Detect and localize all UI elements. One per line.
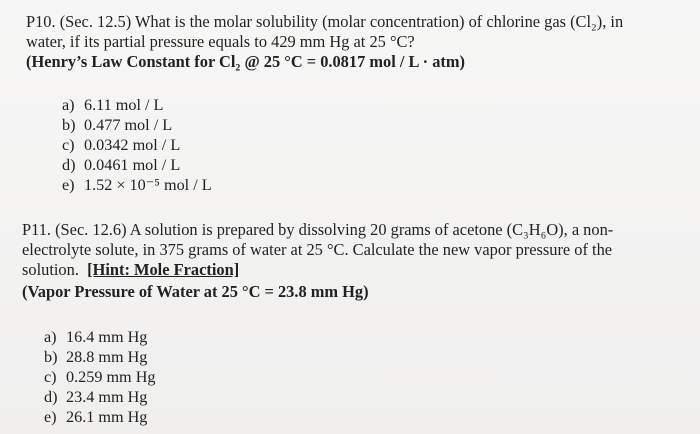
p11-choice-c <box>44 368 155 387</box>
p10-choice-e <box>62 176 212 195</box>
p10-choice-c <box>62 136 180 155</box>
choice-text: 28.8 mm Hg <box>66 348 148 366</box>
p11-hint <box>87 260 239 279</box>
choice-letter: b) <box>44 348 58 366</box>
choice-letter: c) <box>44 368 57 386</box>
choice-text: 0.477 mol / L <box>84 116 173 134</box>
p11-question-line-1: P11. (Sec. 12.6) A solution is prepared by dissolving 20 grams of acetone (C₃H₆O), a non- <box>22 220 614 239</box>
choice-letter: e) <box>44 408 57 426</box>
choice-letter: a) <box>44 328 57 346</box>
choice-text: 26.1 mm Hg <box>66 408 148 426</box>
p11-choice-b <box>44 348 147 367</box>
choice-text: 1.52 × 10⁻⁵ mol / L <box>84 176 212 194</box>
choice-text: 0.259 mm Hg <box>66 368 156 386</box>
p11-vapor-pressure-note: (Vapor Pressure of Water at 25 °C = 23.8 mm Hg) <box>22 282 369 301</box>
choice-letter: e) <box>62 176 75 194</box>
p11-solution-text: solution. <box>22 260 79 279</box>
p10-henrys-law-constant: (Henry’s Law Constant for Cl₂ @ 25 °C = 0.0817 mol / L · atm) <box>26 52 465 71</box>
choice-text: 23.4 mm Hg <box>66 388 148 406</box>
p11-question-line-2: electrolyte solute, in 375 grams of water at 25 °C. Calculate the new vapor pressure of the <box>22 240 613 259</box>
choice-text: 0.0461 mol / L <box>84 156 181 174</box>
p10-choice-b <box>62 116 172 135</box>
p11-question-line-3 <box>22 260 239 280</box>
p10-choice-d <box>62 156 180 175</box>
p10-question-line-1: P10. (Sec. 12.5) What is the molar solubility (molar concentration) of chlorine gas (Cl₂), in <box>26 12 624 31</box>
choice-text: 16.4 mm Hg <box>66 328 148 346</box>
choice-text: 0.0342 mol / L <box>84 136 181 154</box>
p11-choice-d <box>44 388 147 407</box>
p10-choice-a <box>62 96 163 115</box>
choice-letter: c) <box>62 136 75 154</box>
choice-letter: b) <box>62 116 76 134</box>
choice-letter: d) <box>44 388 58 406</box>
p11-choice-e <box>44 408 147 427</box>
choice-text: 6.11 mol / L <box>84 96 164 114</box>
p11-choice-a <box>44 328 147 347</box>
choice-letter: d) <box>62 156 76 174</box>
p10-question-line-2: water, if its partial pressure equals to 429 mm Hg at 25 °C? <box>26 32 415 51</box>
choice-letter: a) <box>62 96 75 114</box>
p11-hint-label: [Hint: Mole Fraction] <box>87 260 240 279</box>
